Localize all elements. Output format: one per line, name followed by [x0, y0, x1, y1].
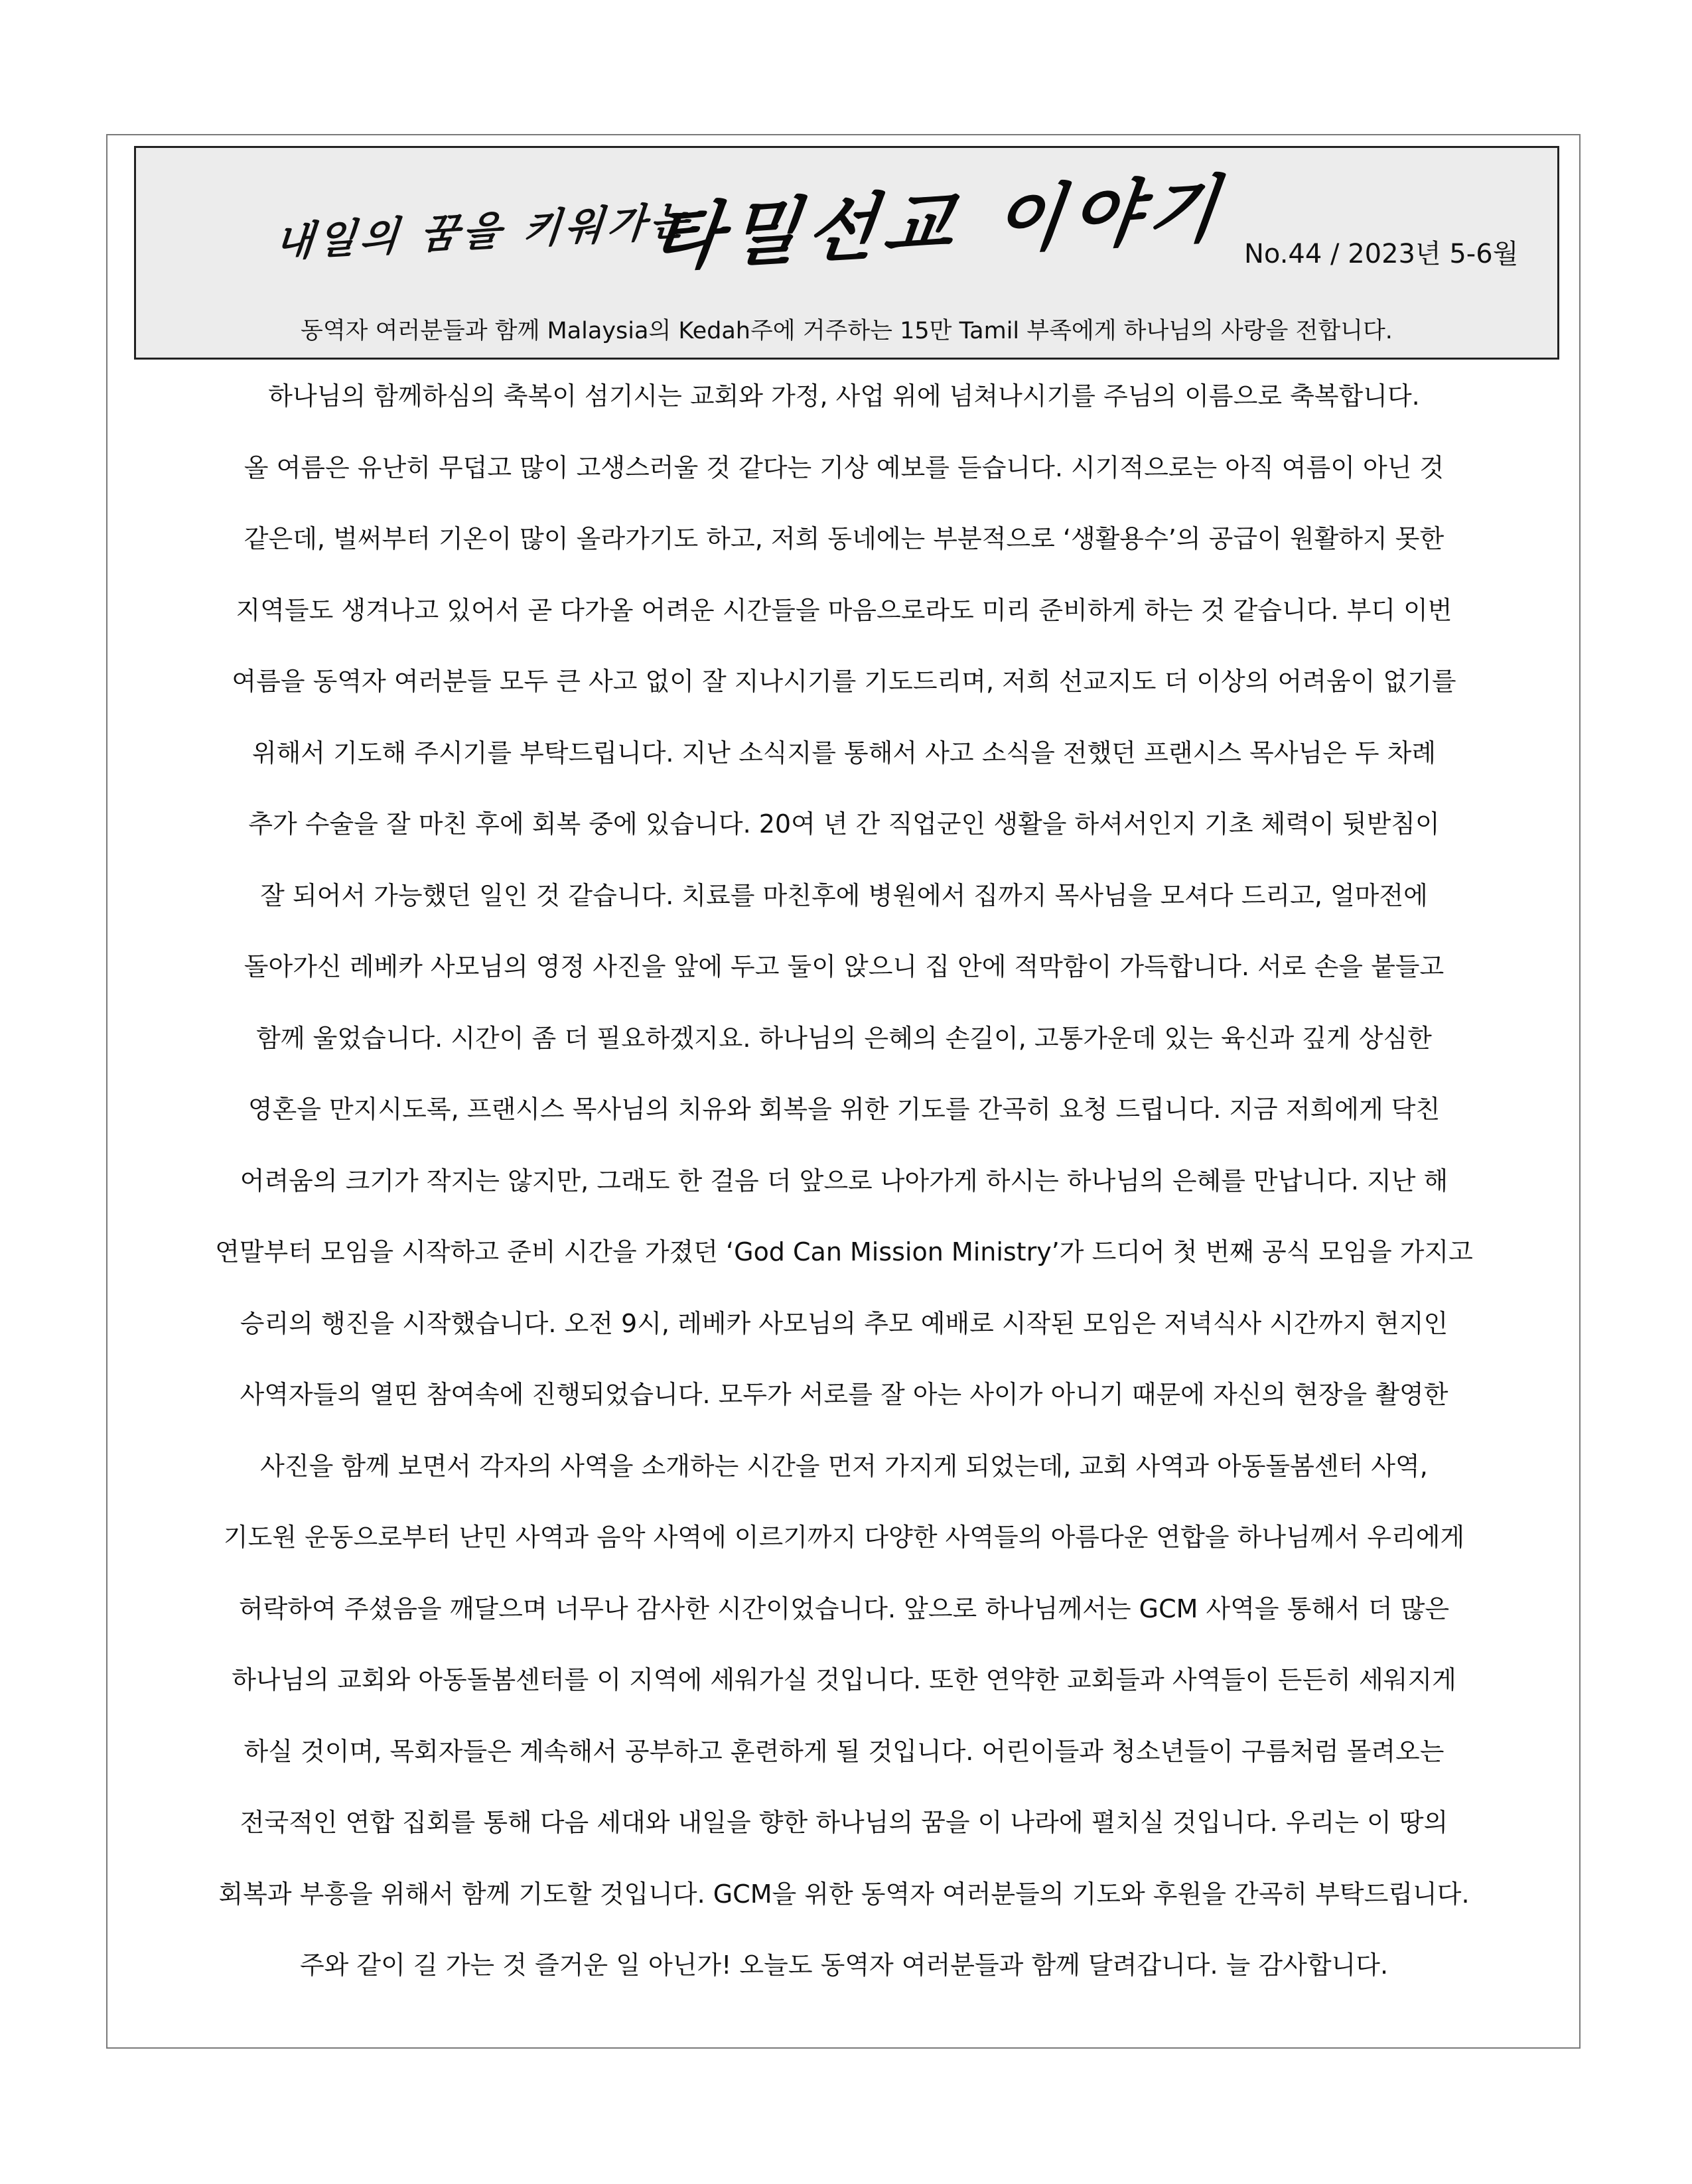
body-line: 어려움의 크기가 작지는 않지만, 그래도 한 걸음 더 앞으로 나아가게 하시는 하나님의 은혜를 만납니다. 지난 해	[240, 1166, 1448, 1195]
body-line: 추가 수술을 잘 마친 후에 회복 중에 있습니다. 20여 년 간 직업군인 생활을 하셔서인지 기초 체력이 뒷받침이	[248, 809, 1440, 839]
body-line: 위해서 기도해 주시기를 부탁드립니다. 지난 소식지를 통해서 사고 소식을 전했던 프랜시스 목사님은 두 차례	[251, 738, 1437, 768]
body-line: 전국적인 연합 집회를 통해 다음 세대와 내일을 향한 하나님의 꿈을 이 나라에 펼치실 것입니다. 우리는 이 땅의	[240, 1808, 1448, 1837]
body-line: 하나님의 교회와 아동돌봄센터를 이 지역에 세워가실 것입니다. 또한 연약한 교회들과 사역들이 든든히 세워지게	[232, 1665, 1456, 1694]
body-line: 사역자들의 열띤 참여속에 진행되었습니다. 모두가 서로를 잘 아는 사이가 아니기 때문에 자신의 현장을 촬영한	[240, 1380, 1448, 1409]
newsletter-tagline: 동역자 여러분들과 함께 Malaysia의 Kedah주에 거주하는 15만 Tamil 부족에게 하나님의 사랑을 전합니다.	[301, 318, 1393, 344]
body-line: 기도원 운동으로부터 난민 사역과 음악 사역에 이르기까지 다양한 사역들의 아름다운 연합을 하나님께서 우리에게	[223, 1523, 1465, 1552]
body-line: 잘 되어서 가능했던 일인 것 같습니다. 치료를 마친후에 병원에서 집까지 목사님을 모셔다 드리고, 얼마전에	[260, 880, 1428, 910]
body-line: 사진을 함께 보면서 각자의 사역을 소개하는 시간을 먼저 가지게 되었는데, 교회 사역과 아동돌봄센터 사역,	[260, 1451, 1428, 1481]
issue-number: No.44 / 2023년 5-6월	[1244, 239, 1519, 269]
body-line: 올 여름은 유난히 무덥고 많이 고생스러울 것 같다는 기상 예보를 듣습니다. 시기적으로는 아직 여름이 아닌 것	[244, 452, 1445, 482]
body-line: 연말부터 모임을 시작하고 준비 시간을 가졌던 ‘God Can Mission Ministry’가 드디어 첫 번째 공식 모임을 가지고	[215, 1237, 1473, 1266]
body-line: 하나님의 함께하심의 축복이 섬기시는 교회와 가정, 사업 위에 넘쳐나시기를 주님의 이름으로 축복합니다.	[268, 381, 1420, 411]
letter-body	[121, 379, 1567, 2020]
body-line: 같은데, 벌써부터 기온이 많이 올라가기도 하고, 저희 동네에는 부분적으로 ‘생활용수’의 공급이 원활하지 못한	[244, 524, 1445, 553]
newsletter-frame	[106, 134, 1581, 2049]
body-line: 함께 울었습니다. 시간이 좀 더 필요하겠지요. 하나님의 은혜의 손길이, 고통가운데 있는 육신과 깊게 상심한	[256, 1023, 1432, 1053]
body-line: 여름을 동역자 여러분들 모두 큰 사고 없이 잘 지나시기를 기도드리며, 저희 선교지도 더 이상의 어려움이 없기를	[232, 667, 1456, 696]
body-line: 허락하여 주셨음을 깨달으며 너무나 감사한 시간이었습니다. 앞으로 하나님께서는 GCM 사역을 통해서 더 많은	[238, 1594, 1450, 1623]
newsletter-header	[134, 146, 1559, 360]
body-line: 지역들도 생겨나고 있어서 곧 다가올 어려운 시간들을 마음으로라도 미리 준비하게 하는 것 같습니다. 부디 이번	[236, 595, 1452, 625]
newsletter-title: 타밀선교 이야기	[648, 167, 1231, 281]
newsletter-subtitle: 내일의 꿈을 키워가는	[273, 197, 695, 267]
body-line: 승리의 행진을 시작했습니다. 오전 9시, 레베카 사모님의 추모 예배로 시작된 모임은 저녁식사 시간까지 현지인	[240, 1308, 1448, 1338]
body-line: 돌아가신 레베카 사모님의 영정 사진을 앞에 두고 둘이 앉으니 집 안에 적막함이 가득합니다. 서로 손을 붙들고	[244, 952, 1445, 981]
body-line: 주와 같이 길 가는 것 즐거운 일 아닌가! 오늘도 동역자 여러분들과 함께 달려갑니다. 늘 감사합니다.	[299, 1950, 1389, 1980]
body-line: 회복과 부흥을 위해서 함께 기도할 것입니다. GCM을 위한 동역자 여러분들의 기도와 후원을 간곡히 부탁드립니다.	[218, 1879, 1470, 1909]
body-line: 영혼을 만지시도록, 프랜시스 목사님의 치유와 회복을 위한 기도를 간곡히 요청 드립니다. 지금 저희에게 닥친	[247, 1095, 1441, 1124]
body-line: 하실 것이며, 목회자들은 계속해서 공부하고 훈련하게 될 것입니다. 어린이들과 청소년들이 구름처럼 몰려오는	[244, 1736, 1445, 1766]
